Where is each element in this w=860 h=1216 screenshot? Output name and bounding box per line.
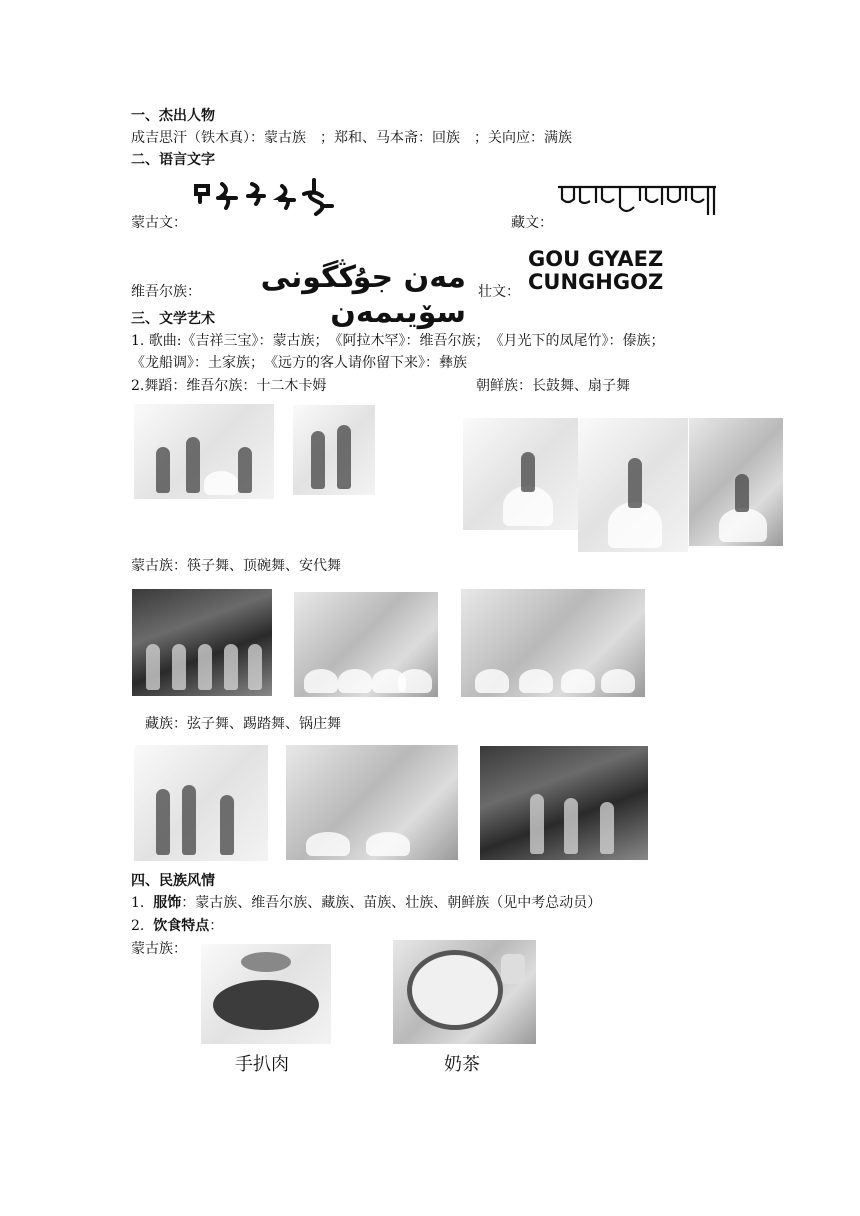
hand-meat-caption: 手扒肉 <box>235 1054 289 1075</box>
tibetan-label: 藏文： <box>511 215 553 231</box>
uyghur-dance-image-2 <box>293 405 375 495</box>
costume-item-label: 服饰 <box>153 895 182 911</box>
mongol-bowl-dance-image <box>294 592 438 697</box>
uyghur-label: 维吾尔族： <box>131 284 201 300</box>
songs-line-1: 1. 歌曲:《吉祥三宝》：蒙古族； 《阿拉木罕》：维吾尔族； 《月光下的凤尾竹》：傣族； <box>131 333 665 349</box>
korean-drum-dance-image <box>463 418 580 530</box>
diet-item-label: 饮食特点 <box>153 918 210 934</box>
costume-item <box>131 894 601 912</box>
songs-line-2: 《龙船调》：土家族； 《远方的客人请你留下来》：彝族 <box>131 355 467 371</box>
dance-tibet: 藏族：弦子舞、踢踏舞、锅庄舞 <box>145 716 341 732</box>
zhuang-script-line1: GOU GYAEZ <box>528 247 664 271</box>
section-title-figures: 一、杰出人物 <box>131 108 215 124</box>
korean-dance-photo <box>689 418 783 546</box>
zhuang-script-line2: CUNGHGOZ <box>528 270 664 294</box>
uyghur-script: مەن جۇڭگونى سۆيىمەن <box>260 260 466 330</box>
milk-tea-caption: 奶茶 <box>444 1054 480 1075</box>
costume-item-text: ：蒙古族、维吾尔族、藏族、苗族、壮族、朝鲜族（见中考总动员） <box>181 895 602 911</box>
tibetan-guozhuang-dance-image <box>480 746 648 860</box>
korean-fan-dance-image <box>578 418 688 552</box>
section-title-customs: 四、民族风情 <box>131 873 215 889</box>
zhuang-label: 壮文： <box>478 284 520 300</box>
dance-uyghur: 2.舞蹈：维吾尔族：十二木卡姆 <box>131 378 327 394</box>
dance-korean: 朝鲜族：长鼓舞、扇子舞 <box>476 378 630 394</box>
mongol-food-label: 蒙古族： <box>131 941 187 957</box>
diet-item-number: 2. <box>131 918 145 934</box>
dance-mongol: 蒙古族：筷子舞、顶碗舞、安代舞 <box>131 558 341 574</box>
section-title-arts: 三、文学艺术 <box>131 311 215 327</box>
mongolian-script-image <box>190 176 355 218</box>
diet-item <box>131 917 223 935</box>
figures-line: 成吉思汗（铁木真）：蒙古族 ；郑和、马本斋：回族 ；关向应：满族 <box>131 130 572 146</box>
mongol-chopstick-dance-image <box>132 589 272 696</box>
milk-tea-image <box>393 940 536 1044</box>
diet-item-colon: ： <box>209 918 224 934</box>
tibetan-xianzi-dance-image <box>134 745 268 861</box>
tibetan-tap-dance-image <box>286 745 458 860</box>
section-title-language: 二、语言文字 <box>131 152 215 168</box>
mongolian-label: 蒙古文： <box>131 215 187 231</box>
costume-item-number: 1. <box>131 895 145 911</box>
hand-meat-image <box>201 944 331 1044</box>
mongol-andai-dance-image <box>461 589 645 697</box>
uyghur-dance-image-1 <box>134 404 274 499</box>
tibetan-script-image <box>556 181 720 221</box>
